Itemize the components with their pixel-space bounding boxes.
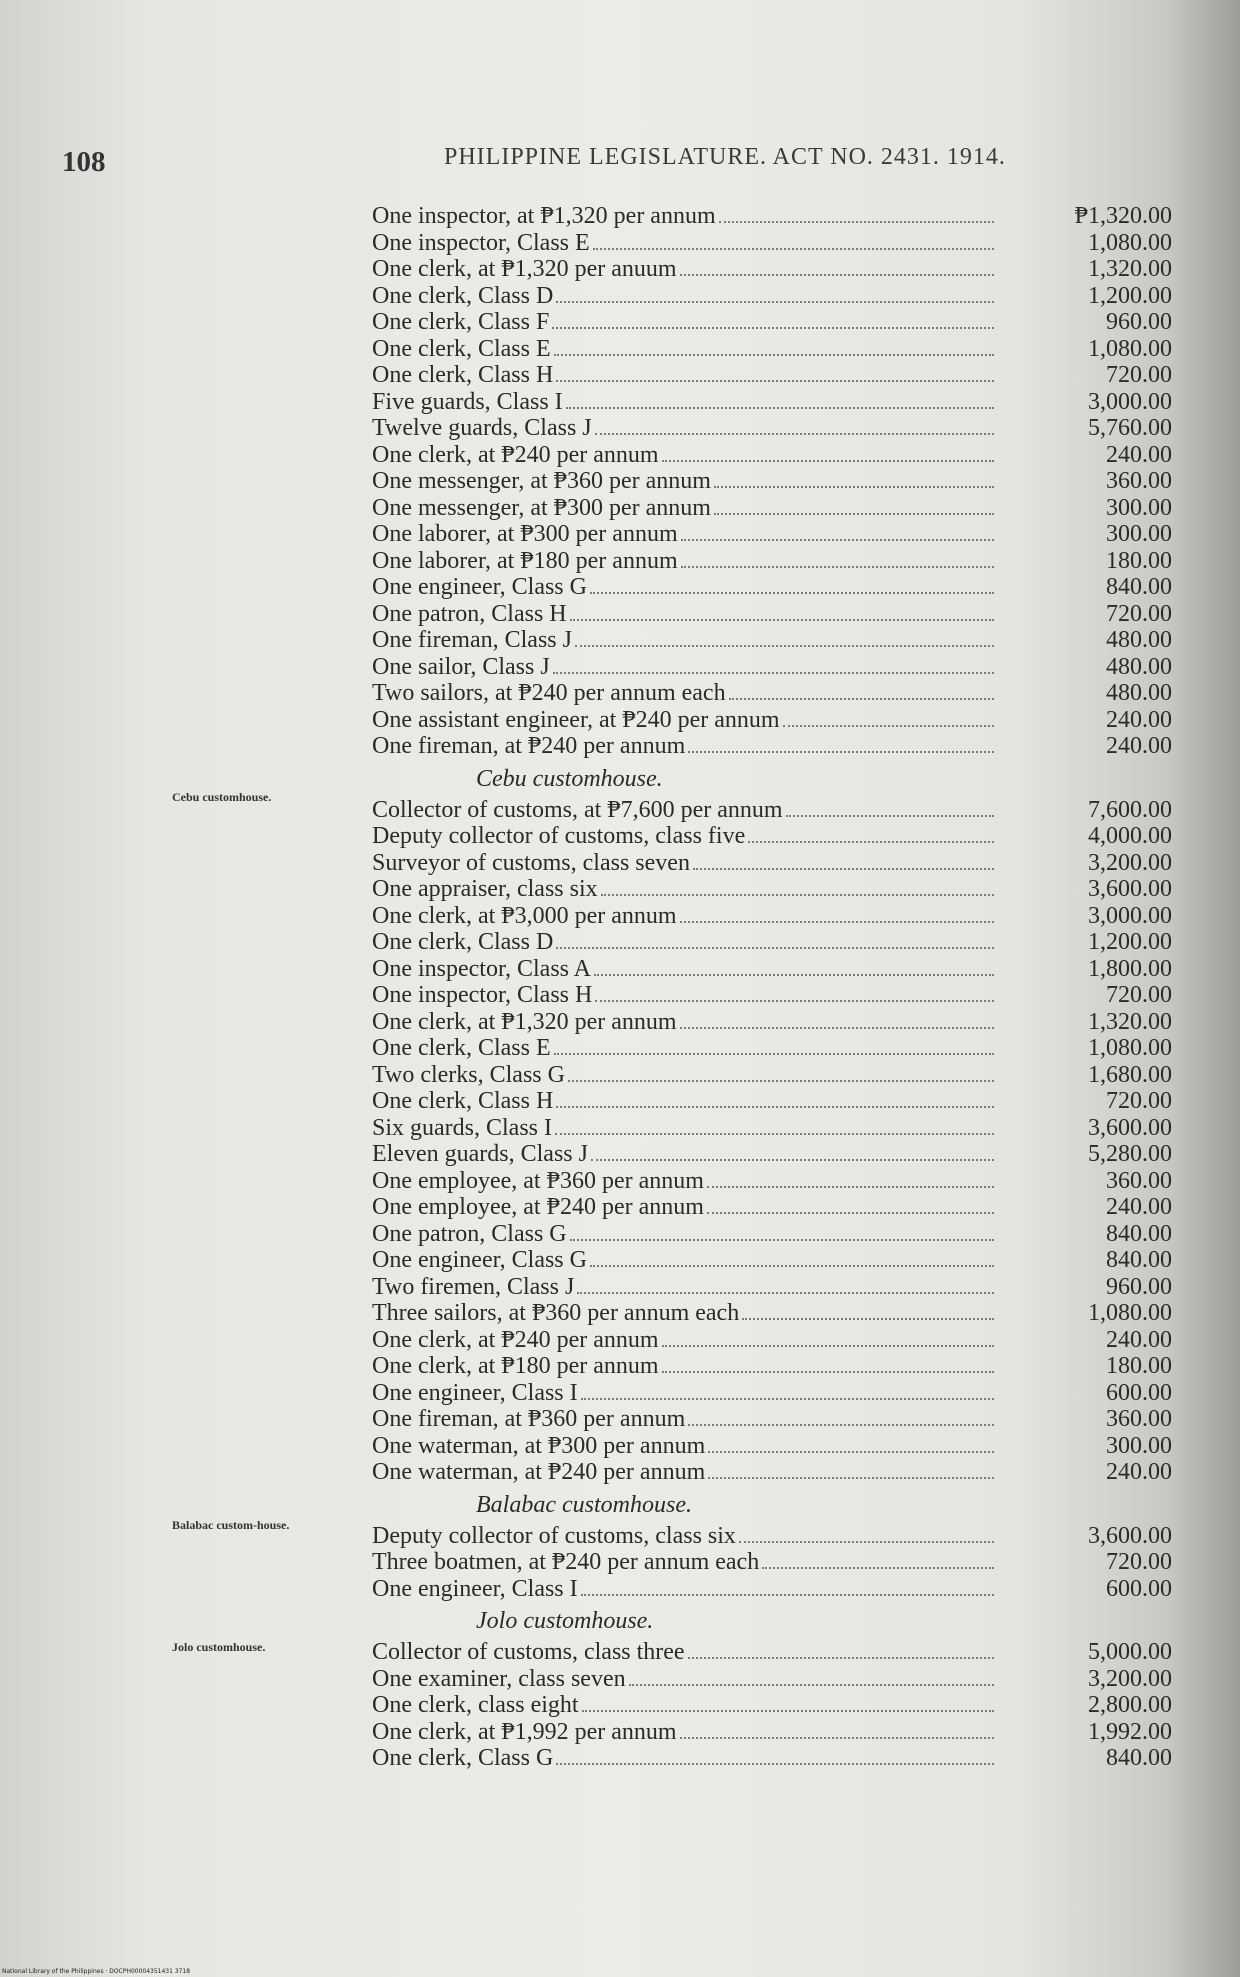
dot-leader (688, 1424, 994, 1426)
line-item-description: One laborer, at ₱180 per annum (372, 547, 678, 574)
line-item (372, 203, 1172, 230)
line-item (372, 1523, 1172, 1550)
line-item (372, 1274, 1172, 1301)
line-item (372, 1088, 1172, 1115)
line-item (372, 256, 1172, 283)
line-item-amount: 240.00 (1106, 733, 1172, 759)
line-item (372, 1247, 1172, 1274)
dot-leader (554, 1053, 994, 1055)
line-item (372, 309, 1172, 336)
line-item (372, 1406, 1172, 1433)
line-item-description: One engineer, Class I (372, 1379, 578, 1406)
line-item (372, 389, 1172, 416)
line-item (372, 1009, 1172, 1036)
dot-leader (688, 1657, 994, 1659)
line-item (372, 627, 1172, 654)
dot-leader (595, 1000, 994, 1002)
dot-leader (719, 221, 994, 223)
line-item-entry (372, 468, 1054, 495)
line-item-amount: 240.00 (1106, 1326, 1172, 1353)
line-item-amount: 3,600.00 (1088, 1114, 1172, 1141)
section-heading: Cebu customhouse. (476, 765, 663, 792)
line-item-amount: 180.00 (1106, 547, 1172, 574)
line-item (372, 336, 1172, 363)
line-item-amount: 180.00 (1106, 1353, 1172, 1379)
line-item-entry (372, 495, 1054, 522)
line-item-description: One clerk, Class F (372, 309, 550, 335)
margin-note-cebu: Cebu customhouse. (172, 790, 272, 804)
line-item-entry (372, 680, 1054, 707)
line-item (372, 1141, 1172, 1168)
line-item-amount: 2,800.00 (1088, 1692, 1172, 1718)
dot-leader (575, 645, 994, 647)
dot-leader (593, 248, 994, 250)
line-item-entry (372, 823, 1054, 850)
line-item-amount: 840.00 (1106, 1745, 1172, 1771)
section-2 (372, 1486, 1172, 1603)
line-item (372, 1459, 1172, 1486)
line-item-entry (372, 442, 1054, 469)
line-item-entry (372, 309, 1054, 336)
dot-leader (581, 1398, 994, 1400)
line-item (372, 468, 1172, 495)
line-item-description: Two firemen, Class J (372, 1273, 575, 1300)
line-item-description: Two clerks, Class G (372, 1061, 565, 1088)
line-item-description: One engineer, Class G (372, 574, 587, 600)
line-item-amount: 840.00 (1106, 574, 1172, 600)
line-item-description: Five guards, Class I (372, 388, 563, 415)
line-item-description: One clerk, Class G (372, 1745, 554, 1771)
line-item-amount: 3,000.00 (1088, 902, 1172, 929)
line-item-entry (372, 601, 1054, 628)
dot-leader (662, 460, 994, 462)
dot-leader (707, 1186, 994, 1188)
line-item-amount: 1,080.00 (1088, 335, 1172, 362)
page-number: 108 (62, 146, 106, 178)
line-item-entry (372, 654, 1054, 681)
dot-leader (762, 1567, 994, 1569)
line-item-entry (372, 1247, 1054, 1274)
line-item-amount: 720.00 (1106, 600, 1172, 627)
line-item-amount: 1,200.00 (1088, 929, 1172, 955)
line-item-description: Surveyor of customs, class seven (372, 849, 690, 876)
line-item-amount: 1,680.00 (1088, 1061, 1172, 1088)
line-item-amount: 720.00 (1106, 362, 1172, 388)
line-item (372, 1035, 1172, 1062)
line-item-description: Deputy collector of customs, class five (372, 823, 746, 849)
line-item-amount: 360.00 (1106, 1167, 1172, 1194)
line-item (372, 1168, 1172, 1195)
line-item-amount: 300.00 (1106, 1432, 1172, 1459)
dot-leader (662, 1371, 994, 1373)
dot-leader (582, 1710, 994, 1712)
line-item (372, 574, 1172, 601)
section-heading: Jolo customhouse. (476, 1608, 654, 1634)
line-item-amount: 360.00 (1106, 1406, 1172, 1432)
line-item-amount: 840.00 (1106, 1247, 1172, 1273)
line-item-entry (372, 1300, 1054, 1327)
dot-leader (662, 1345, 994, 1347)
line-item-amount: 1,320.00 (1088, 1008, 1172, 1035)
line-item-amount: 720.00 (1106, 1549, 1172, 1575)
line-item (372, 654, 1172, 681)
line-item-entry (372, 1459, 1054, 1486)
line-item-description: One waterman, at ₱240 per annum (372, 1459, 706, 1485)
section-1 (372, 760, 1172, 1486)
dot-leader (590, 592, 994, 594)
line-item-entry (372, 1380, 1054, 1407)
line-item-entry (372, 1745, 1054, 1772)
line-item-amount: 1,080.00 (1088, 1300, 1172, 1326)
line-item-entry (372, 903, 1054, 930)
line-item-amount: 3,600.00 (1088, 876, 1172, 902)
line-item-description: Two sailors, at ₱240 per annum each (372, 680, 726, 706)
line-item-entry (372, 1433, 1054, 1460)
line-item-amount: 5,280.00 (1088, 1141, 1172, 1167)
line-item-description: One inspector, Class H (372, 982, 593, 1008)
line-item-description: One messenger, at ₱300 per annum (372, 494, 711, 521)
line-item-description: One clerk, at ₱3,000 per annum (372, 902, 677, 929)
dot-leader (680, 274, 994, 276)
line-item-entry (372, 1062, 1054, 1089)
line-item-description: Twelve guards, Class J (372, 415, 592, 441)
dot-leader (552, 327, 994, 329)
line-item-description: One engineer, Class I (372, 1575, 578, 1602)
line-item-description: One sailor, Class J (372, 653, 550, 680)
dot-leader (707, 1212, 994, 1214)
line-item (372, 1221, 1172, 1248)
line-item (372, 956, 1172, 983)
line-item-description: One clerk, at ₱1,320 per anuum (372, 256, 677, 282)
line-item-entry (372, 1274, 1054, 1301)
dot-leader (601, 894, 994, 896)
line-item (372, 823, 1172, 850)
line-item-entry (372, 1666, 1054, 1693)
dot-leader (556, 947, 994, 949)
line-item-amount: 240.00 (1106, 441, 1172, 468)
running-head: PHILIPPINE LEGISLATURE. ACT NO. 2431. 1914. (444, 144, 1006, 170)
line-item-amount: 360.00 (1106, 468, 1172, 494)
line-item-description: One patron, Class G (372, 1220, 567, 1247)
line-item-entry (372, 1221, 1054, 1248)
line-item-entry (372, 283, 1054, 310)
line-item-amount: 720.00 (1106, 982, 1172, 1008)
line-item-description: Six guards, Class I (372, 1114, 552, 1141)
line-item-entry (372, 1639, 1054, 1666)
line-item-description: Collector of customs, class three (372, 1639, 685, 1665)
line-item-entry (372, 797, 1054, 824)
line-item-amount: 3,200.00 (1088, 849, 1172, 876)
dot-leader (708, 1477, 994, 1479)
line-item-amount: 720.00 (1106, 1088, 1172, 1114)
line-item-entry (372, 1719, 1054, 1746)
line-item-entry (372, 1576, 1054, 1603)
line-item-amount: 5,000.00 (1088, 1639, 1172, 1665)
line-item-amount: 300.00 (1106, 521, 1172, 547)
line-item (372, 707, 1172, 734)
dot-leader (680, 1737, 994, 1739)
dot-leader (680, 921, 994, 923)
line-item-amount: 960.00 (1106, 309, 1172, 335)
line-item (372, 1666, 1172, 1693)
line-item-entry (372, 256, 1054, 283)
dot-leader (729, 698, 994, 700)
line-item-entry (372, 1523, 1054, 1550)
line-item-description: Deputy collector of customs, class six (372, 1522, 736, 1549)
line-item-description: Collector of customs, at ₱7,600 per annum (372, 796, 783, 823)
line-item-entry (372, 1115, 1054, 1142)
line-item-description: One examiner, class seven (372, 1665, 626, 1692)
dot-leader (681, 566, 994, 568)
section-3 (372, 1602, 1172, 1772)
dot-leader (556, 1106, 994, 1108)
line-item-description: One clerk, Class H (372, 1088, 554, 1114)
dot-leader (556, 1763, 994, 1765)
line-item-amount: 240.00 (1106, 1459, 1172, 1485)
line-item-description: One clerk, Class D (372, 929, 554, 955)
line-item-description: One waterman, at ₱300 per annum (372, 1432, 706, 1459)
line-item-amount: 480.00 (1106, 680, 1172, 706)
line-item (372, 230, 1172, 257)
line-item-entry (372, 627, 1054, 654)
line-item-entry (372, 876, 1054, 903)
line-item-description: One messenger, at ₱360 per annum (372, 468, 711, 494)
line-item-description: One inspector, Class A (372, 955, 592, 982)
line-item-description: One clerk, at ₱180 per annum (372, 1353, 659, 1379)
line-item-description: One fireman, at ₱240 per annum (372, 733, 686, 759)
line-item (372, 733, 1172, 760)
line-item-description: One assistant engineer, at ₱240 per annum (372, 706, 780, 733)
line-item-description: One employee, at ₱240 per annum (372, 1194, 704, 1220)
line-item-description: One clerk, at ₱240 per annum (372, 1326, 659, 1353)
section-heading: Balabac customhouse. (476, 1491, 692, 1518)
dot-leader (554, 354, 994, 356)
line-item-entry (372, 1327, 1054, 1354)
dot-leader (581, 1594, 994, 1596)
line-item-entry (372, 707, 1054, 734)
line-item-description: Eleven guards, Class J (372, 1141, 588, 1167)
line-item-entry (372, 1035, 1054, 1062)
line-item-entry (372, 203, 1054, 230)
line-item-description: One fireman, Class J (372, 627, 572, 653)
line-item-entry (372, 1353, 1054, 1380)
line-item-description: One engineer, Class G (372, 1247, 587, 1273)
line-item-description: One clerk, Class H (372, 362, 554, 388)
line-item (372, 1433, 1172, 1460)
dot-leader (742, 1318, 994, 1320)
line-item-entry (372, 389, 1054, 416)
dot-leader (693, 868, 994, 870)
line-item-amount: 960.00 (1106, 1273, 1172, 1300)
line-item-entry (372, 415, 1054, 442)
line-item (372, 1692, 1172, 1719)
dot-leader (714, 513, 994, 515)
line-item (372, 1380, 1172, 1407)
line-item-entry (372, 548, 1054, 575)
line-item-amount: 240.00 (1106, 706, 1172, 733)
line-item (372, 1639, 1172, 1666)
line-item (372, 1194, 1172, 1221)
line-item-amount: 240.00 (1106, 1194, 1172, 1220)
line-item-amount: ₱1,320.00 (1074, 203, 1172, 229)
line-item-entry (372, 1549, 1054, 1576)
dot-leader (595, 433, 994, 435)
dot-leader (590, 1265, 994, 1267)
dot-leader (739, 1541, 994, 1543)
dot-leader (591, 1159, 994, 1161)
line-item-amount: 1,800.00 (1088, 955, 1172, 982)
line-item-description: One clerk, at ₱1,992 per annum (372, 1718, 677, 1745)
line-item-amount: 840.00 (1106, 1220, 1172, 1247)
line-item-description: Three boatmen, at ₱240 per annum each (372, 1549, 760, 1575)
line-item-amount: 1,080.00 (1088, 229, 1172, 256)
line-item-description: One clerk, at ₱240 per annum (372, 441, 659, 468)
line-item-entry (372, 982, 1054, 1009)
line-item (372, 1353, 1172, 1380)
line-item (372, 797, 1172, 824)
dot-leader (629, 1684, 994, 1686)
dot-leader (570, 619, 994, 621)
dot-leader (555, 1133, 994, 1135)
line-item (372, 521, 1172, 548)
line-item (372, 850, 1172, 877)
line-item-amount: 1,992.00 (1088, 1718, 1172, 1745)
dot-leader (570, 1239, 994, 1241)
line-item (372, 495, 1172, 522)
line-item-description: One inspector, Class E (372, 229, 590, 256)
line-item (372, 1576, 1172, 1603)
line-item (372, 548, 1172, 575)
line-item-amount: 600.00 (1106, 1575, 1172, 1602)
line-item (372, 442, 1172, 469)
dot-leader (594, 974, 994, 976)
line-item-entry (372, 574, 1054, 601)
dot-leader (568, 1080, 994, 1082)
dot-leader (681, 539, 994, 541)
line-item (372, 1327, 1172, 1354)
line-item-description: One clerk, Class D (372, 282, 554, 309)
line-item (372, 601, 1172, 628)
appropriation-list (372, 203, 1172, 1772)
line-item-description: Three sailors, at ₱360 per annum each (372, 1300, 740, 1326)
line-item (372, 1549, 1172, 1576)
line-item-entry (372, 336, 1054, 363)
section-0 (372, 203, 1172, 760)
dot-leader (688, 751, 994, 753)
line-item (372, 1062, 1172, 1089)
dot-leader (577, 1292, 994, 1294)
line-item (372, 415, 1172, 442)
dot-leader (714, 486, 994, 488)
line-item (372, 876, 1172, 903)
dot-leader (708, 1451, 994, 1453)
line-item-entry (372, 929, 1054, 956)
line-item-entry (372, 1168, 1054, 1195)
line-item-amount: 3,000.00 (1088, 388, 1172, 415)
line-item-description: One clerk, Class E (372, 1035, 551, 1061)
line-item-description: One patron, Class H (372, 600, 567, 627)
line-item-description: One clerk, Class E (372, 335, 551, 362)
line-item-amount: 4,000.00 (1088, 823, 1172, 849)
line-item-description: One employee, at ₱360 per annum (372, 1167, 704, 1194)
line-item-entry (372, 733, 1054, 760)
line-item (372, 982, 1172, 1009)
margin-note-jolo: Jolo customhouse. (172, 1640, 266, 1654)
line-item-amount: 3,600.00 (1088, 1522, 1172, 1549)
line-item-entry (372, 850, 1054, 877)
dot-leader (556, 301, 994, 303)
line-item-description: One inspector, at ₱1,320 per annum (372, 203, 716, 229)
line-item (372, 903, 1172, 930)
line-item-amount: 480.00 (1106, 653, 1172, 680)
line-item-description: One laborer, at ₱300 per annum (372, 521, 678, 547)
line-item (372, 1745, 1172, 1772)
line-item-entry (372, 1194, 1054, 1221)
line-item-entry (372, 1009, 1054, 1036)
line-item (372, 680, 1172, 707)
line-item (372, 1719, 1172, 1746)
dot-leader (680, 1027, 994, 1029)
line-item-amount: 7,600.00 (1088, 796, 1172, 823)
line-item-amount: 480.00 (1106, 627, 1172, 653)
line-item-amount: 1,080.00 (1088, 1035, 1172, 1061)
line-item-description: One clerk, at ₱1,320 per annum (372, 1008, 677, 1035)
dot-leader (783, 725, 994, 727)
line-item (372, 362, 1172, 389)
line-item-entry (372, 521, 1054, 548)
line-item-entry (372, 230, 1054, 257)
dot-leader (556, 380, 994, 382)
line-item-entry (372, 956, 1054, 983)
margin-note-balabac: Balabac custom-house. (172, 1518, 290, 1532)
line-item-amount: 5,760.00 (1088, 415, 1172, 441)
line-item-description: One appraiser, class six (372, 876, 598, 902)
line-item-entry (372, 1141, 1054, 1168)
dot-leader (786, 815, 994, 817)
line-item-amount: 1,200.00 (1088, 282, 1172, 309)
dot-leader (748, 841, 994, 843)
line-item (372, 283, 1172, 310)
line-item-entry (372, 1406, 1054, 1433)
line-item-entry (372, 362, 1054, 389)
line-item (372, 929, 1172, 956)
line-item (372, 1300, 1172, 1327)
line-item-amount: 600.00 (1106, 1379, 1172, 1406)
line-item-entry (372, 1692, 1054, 1719)
line-item-amount: 300.00 (1106, 494, 1172, 521)
scan-footer-id: National Library of the Philippines · DOCPH00004351431 3718 (2, 1968, 191, 1975)
line-item-amount: 3,200.00 (1088, 1665, 1172, 1692)
line-item-entry (372, 1088, 1054, 1115)
dot-leader (553, 672, 994, 674)
line-item (372, 1115, 1172, 1142)
line-item-description: One fireman, at ₱360 per annum (372, 1406, 686, 1432)
line-item-amount: 1,320.00 (1088, 256, 1172, 282)
line-item-description: One clerk, class eight (372, 1692, 579, 1718)
dot-leader (566, 407, 994, 409)
